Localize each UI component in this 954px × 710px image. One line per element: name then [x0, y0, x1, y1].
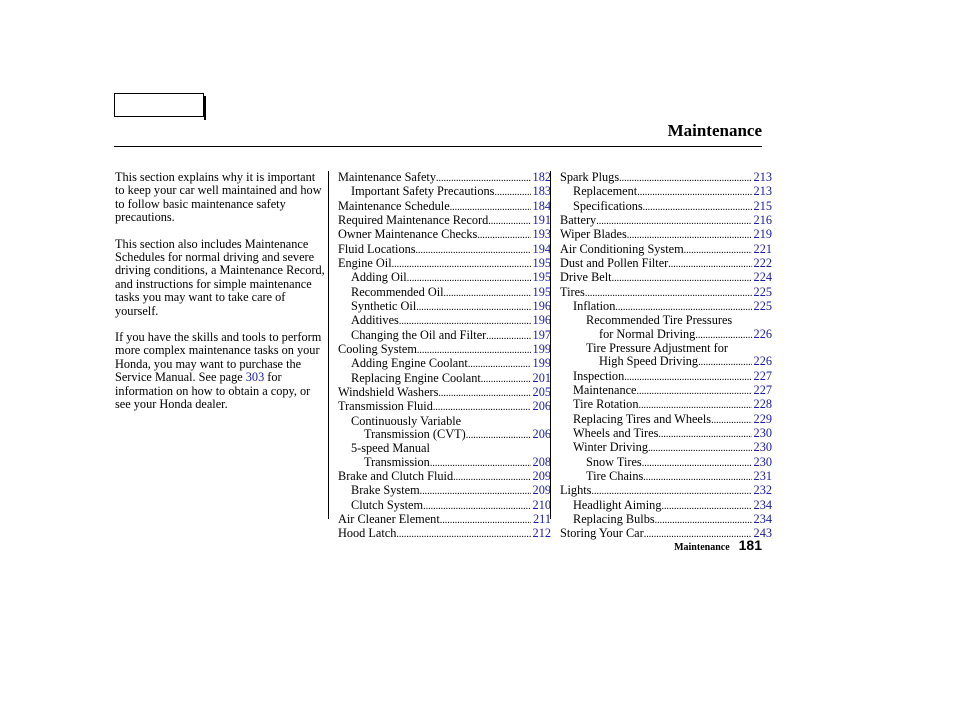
toc-entry-page-link[interactable]: 213	[753, 184, 772, 199]
toc-entry-page-link[interactable]: 229	[753, 411, 772, 426]
toc-entry[interactable]	[338, 428, 551, 442]
toc-entry-label: High Speed Driving	[599, 354, 699, 369]
toc-leader-dots	[407, 272, 531, 285]
toc-leader-dots	[648, 442, 752, 455]
toc-entry-page-link[interactable]: 212	[532, 526, 551, 541]
toc-entry[interactable]	[338, 286, 551, 300]
toc-entry[interactable]	[560, 370, 772, 384]
toc-entry-page-link[interactable]: 222	[753, 255, 772, 270]
toc-entry-page-link[interactable]: 213	[753, 170, 772, 184]
toc-entry-page-link[interactable]: 194	[532, 241, 551, 256]
toc-entry[interactable]	[560, 470, 772, 484]
toc-entry[interactable]	[338, 257, 551, 271]
toc-entry-page-link[interactable]: 228	[753, 397, 772, 412]
toc-entry-label: Tires	[560, 284, 585, 299]
toc-entry-page-link[interactable]: 234	[753, 511, 772, 526]
service-manual-page-link[interactable]: 303	[245, 370, 265, 385]
toc-entry-page-link[interactable]: 232	[753, 483, 772, 498]
toc-leader-dots	[585, 287, 752, 300]
toc-entry[interactable]	[338, 400, 551, 414]
toc-entry	[338, 415, 551, 428]
toc-entry-page-link[interactable]: 209	[532, 483, 551, 498]
toc-entry-page-link[interactable]: 196	[532, 298, 551, 313]
toc-entry[interactable]	[560, 413, 772, 427]
toc-entry[interactable]	[560, 513, 772, 527]
toc-entry	[338, 442, 551, 455]
toc-entry-page-link[interactable]: 225	[753, 298, 772, 313]
toc-leader-dots	[399, 315, 531, 328]
toc-leader-dots	[615, 301, 751, 314]
toc-entry[interactable]	[338, 470, 551, 484]
toc-entry-page-link[interactable]: 201	[532, 370, 551, 385]
toc-entry-page-link[interactable]: 193	[532, 227, 551, 242]
toc-entry[interactable]	[338, 300, 551, 314]
toc-leader-dots	[658, 428, 751, 441]
toc-entry[interactable]	[338, 271, 551, 285]
toc-entry[interactable]	[560, 286, 772, 300]
toc-entry-label: Storing Your Car	[560, 526, 644, 541]
toc-entry-page-link[interactable]: 230	[753, 425, 772, 440]
toc-entry-label: Cooling System	[338, 341, 417, 356]
toc-entry-label: Air Cleaner Element	[338, 511, 440, 526]
toc-leader-dots	[612, 272, 752, 285]
toc-entry[interactable]	[338, 372, 551, 386]
toc-entry[interactable]	[338, 527, 551, 541]
toc-leader-dots	[698, 356, 751, 369]
toc-entry-page-link[interactable]: 224	[753, 270, 772, 285]
toc-entry[interactable]	[560, 328, 772, 342]
toc-entry[interactable]	[338, 228, 551, 242]
toc-entry[interactable]	[560, 427, 772, 441]
toc-leader-dots	[440, 514, 531, 527]
toc-entry-page-link[interactable]: 182	[532, 170, 551, 184]
toc-entry-page-link[interactable]: 227	[753, 368, 772, 383]
footer-page-number: 181	[738, 537, 762, 553]
toc-entry[interactable]	[560, 499, 772, 513]
toc-entry-label: Transmission	[364, 454, 430, 469]
toc-leader-dots	[481, 373, 531, 386]
toc-entry-label: Adding Oil	[351, 270, 407, 285]
toc-entry-label: Replacing Bulbs	[573, 511, 655, 526]
toc-entry-page-link[interactable]: 195	[532, 255, 551, 270]
toc-leader-dots	[711, 414, 751, 427]
toc-entry[interactable]	[338, 200, 551, 214]
toc-entry-label: Wheels and Tires	[573, 425, 659, 440]
toc-leader-dots	[695, 329, 751, 342]
toc-entry-label: Additives	[351, 313, 399, 328]
toc-leader-dots	[430, 457, 531, 470]
toc-entry-label: Maintenance Schedule	[338, 198, 450, 213]
toc-entry[interactable]	[560, 214, 772, 228]
toc-entry-label: Lights	[560, 483, 592, 498]
toc-entry[interactable]	[560, 484, 772, 498]
toc-entry[interactable]	[338, 214, 551, 228]
toc-entry[interactable]	[560, 228, 772, 242]
toc-entry-label: Required Maintenance Record	[338, 212, 489, 227]
toc-leader-dots	[627, 229, 752, 242]
toc-entry-page-link[interactable]: 199	[532, 356, 551, 371]
toc-leader-dots	[684, 244, 752, 257]
toc-entry[interactable]	[560, 300, 772, 314]
toc-leader-dots	[477, 229, 530, 242]
toc-entry[interactable]	[338, 456, 551, 470]
toc-leader-dots	[619, 172, 751, 185]
toc-entry[interactable]	[338, 343, 551, 357]
toc-leader-dots	[423, 500, 530, 513]
toc-leader-dots	[638, 399, 751, 412]
toc-entry-page-link[interactable]: 191	[532, 212, 551, 227]
toc-entry[interactable]	[560, 384, 772, 398]
toc-entry-label: Spark Plugs	[560, 170, 620, 184]
toc-leader-dots	[468, 358, 531, 371]
toc-entry-label: Dust and Pollen Filter	[560, 255, 669, 270]
toc-column-left	[328, 170, 551, 541]
toc-entry[interactable]	[338, 314, 551, 328]
toc-entry-page-link[interactable]: 215	[753, 198, 772, 213]
toc-entry-label: Owner Maintenance Checks	[338, 227, 478, 242]
page-title: Maintenance	[667, 121, 762, 140]
toc-entry-label: Fluid Locations	[338, 241, 416, 256]
toc-entry-page-link[interactable]: 208	[532, 454, 551, 469]
toc-entry-page-link[interactable]: 231	[753, 468, 772, 483]
toc-entry-page-link[interactable]: 226	[753, 326, 772, 341]
toc-entry-page-link[interactable]: 230	[753, 440, 772, 455]
toc-entry-label: Important Safety Precautions	[351, 184, 495, 199]
intro-p3-text: If you have the skills and tools to perform more complex maintenance tasks on your Honda, you may want to purchase the Service Manual. See page	[115, 330, 322, 385]
toc-entry-label: Synthetic Oil	[351, 298, 417, 313]
toc-entry[interactable]	[560, 243, 772, 257]
toc-entry-page-link[interactable]: 206	[532, 426, 551, 441]
toc-entry-page-link[interactable]: 243	[753, 526, 772, 541]
toc-entry-label: Transmission Fluid	[338, 399, 433, 414]
toc-leader-dots	[416, 301, 530, 314]
toc-leader-dots	[420, 485, 531, 498]
title-rule	[114, 146, 762, 147]
toc-leader-dots	[637, 186, 751, 199]
toc-entry-page-link[interactable]: 219	[753, 227, 772, 242]
toc-leader-dots	[494, 186, 530, 199]
intro-paragraph-1: This section explains why it is important to keep your car well maintained and how to follow basic maintenance safety precautions.	[115, 170, 322, 225]
toc-entry-page-link[interactable]: 216	[753, 212, 772, 227]
toc-entry[interactable]	[560, 200, 772, 214]
intro-paragraph-3	[115, 331, 325, 411]
intro-p3-text-end: for information on how to obtain a copy, or see your Honda dealer.	[115, 370, 311, 412]
toc-entry-page-link[interactable]: 199	[532, 341, 551, 356]
intro-paragraph-2: This section also includes Maintenance Schedules for normal driving and severe driving conditions, a Maintenance Record, and instructions for simple maintenance tasks you may want to take care of yourself.	[115, 236, 325, 318]
toc-entry-label: Brake System	[351, 483, 420, 498]
toc-entry-page-link[interactable]: 209	[532, 468, 551, 483]
toc-entry-label: Windshield Washers	[338, 384, 439, 399]
toc-entry-page-link[interactable]: 206	[532, 399, 551, 414]
toc-entry-label: Engine Oil	[338, 255, 392, 270]
toc-entry[interactable]	[338, 513, 551, 527]
toc-entry-page-link[interactable]: 221	[753, 241, 772, 256]
toc-leader-dots	[643, 201, 752, 214]
toc-entry-page-link[interactable]: 230	[753, 454, 772, 469]
toc-leader-dots	[433, 401, 531, 414]
toc-leader-dots	[643, 471, 751, 484]
section-tab-box	[114, 93, 204, 117]
toc-entry-label: Tire Rotation	[573, 397, 639, 412]
toc-leader-dots	[486, 330, 530, 343]
toc-entry[interactable]	[338, 386, 551, 400]
toc-entry[interactable]	[560, 355, 772, 369]
toc-entry-label: Headlight Aiming	[573, 497, 662, 512]
toc-entry-label: Battery	[560, 212, 597, 227]
toc-leader-dots	[416, 244, 531, 257]
toc-entry-label: Winter Driving	[573, 440, 648, 455]
toc-entry-page-link[interactable]: 197	[532, 327, 551, 342]
toc-leader-dots	[392, 258, 531, 271]
toc-entry-label: Adding Engine Coolant	[351, 356, 468, 371]
toc-entry[interactable]	[338, 484, 551, 498]
toc-entry-label: Recommended Tire Pressures	[586, 313, 733, 328]
toc-entry-page-link[interactable]: 210	[532, 497, 551, 512]
toc-entry-label: Specifications	[573, 198, 643, 213]
toc-entry[interactable]	[338, 185, 551, 199]
toc-leader-dots	[444, 287, 531, 300]
toc-entry-label: Changing the Oil and Filter	[351, 327, 487, 342]
toc-entry-label: Tire Chains	[586, 468, 644, 483]
toc-entry-page-link[interactable]: 184	[532, 198, 551, 213]
toc-entry[interactable]	[560, 456, 772, 470]
toc-entry-label: Snow Tires	[586, 454, 642, 469]
page-footer	[674, 537, 762, 553]
toc-entry[interactable]	[560, 271, 772, 285]
toc-leader-dots	[624, 371, 751, 384]
toc-leader-dots	[637, 385, 752, 398]
toc-leader-dots	[450, 201, 531, 214]
toc-entry-page-link[interactable]: 234	[753, 497, 772, 512]
toc-entry-label: Inspection	[573, 368, 625, 383]
toc-entry-label: Recommended Oil	[351, 284, 444, 299]
toc-entry[interactable]	[560, 398, 772, 412]
toc-entry-page-link[interactable]: 226	[753, 354, 772, 369]
toc-leader-dots	[655, 514, 752, 527]
toc-entry-label: Replacing Tires and Wheels	[573, 411, 712, 426]
toc-entry[interactable]	[338, 243, 551, 257]
toc-entry-label: Inflation	[573, 298, 616, 313]
toc-entry-label: for Normal Driving	[599, 326, 696, 341]
toc-entry[interactable]	[338, 357, 551, 371]
toc-entry-label: Wiper Blades	[560, 227, 627, 242]
toc-entry[interactable]	[338, 329, 551, 343]
toc-entry-page-link[interactable]: 195	[532, 284, 551, 299]
toc-leader-dots	[596, 215, 751, 228]
intro-text	[115, 171, 325, 425]
toc-leader-dots	[668, 258, 751, 271]
toc-entry-page-link[interactable]: 183	[532, 184, 551, 199]
toc-entry[interactable]	[560, 171, 772, 185]
toc-entry-label: Tire Pressure Adjustment for	[586, 340, 728, 355]
toc-leader-dots	[488, 215, 530, 228]
toc-entry	[560, 342, 772, 355]
toc-leader-dots	[642, 457, 752, 470]
toc-leader-dots	[453, 471, 530, 484]
toc-entry	[560, 314, 772, 327]
toc-leader-dots	[661, 500, 751, 513]
toc-entry-label: Drive Belt	[560, 270, 612, 285]
toc-entry[interactable]	[338, 499, 551, 513]
toc-entry-label: Maintenance	[573, 382, 637, 397]
toc-leader-dots	[436, 172, 531, 185]
toc-leader-dots	[438, 387, 530, 400]
toc-entry-label: Clutch System	[351, 497, 424, 512]
toc-entry-label: Hood Latch	[338, 526, 397, 541]
toc-entry-page-link[interactable]: 205	[532, 384, 551, 399]
toc-entry[interactable]	[560, 185, 772, 199]
toc-column-right	[550, 170, 772, 541]
toc-entry-label: Continuously Variable	[351, 413, 462, 428]
toc-entry-page-link[interactable]: 195	[532, 270, 551, 285]
toc-entry-page-link[interactable]: 227	[753, 382, 772, 397]
toc-entry-label: Replacing Engine Coolant	[351, 370, 481, 385]
footer-section-name: Maintenance	[674, 542, 730, 553]
toc-leader-dots	[466, 429, 531, 442]
toc-entry[interactable]	[560, 441, 772, 455]
toc-entry[interactable]	[560, 257, 772, 271]
toc-entry-label: 5-speed Manual	[351, 441, 430, 456]
toc-entry-label: Maintenance Safety	[338, 170, 436, 184]
toc-leader-dots	[396, 528, 530, 541]
toc-entry-page-link[interactable]: 196	[532, 313, 551, 328]
toc-leader-dots	[417, 344, 531, 357]
toc-leader-dots	[591, 485, 751, 498]
toc-entry[interactable]	[338, 171, 551, 185]
toc-entry-page-link[interactable]: 225	[753, 284, 772, 299]
toc-entry-page-link[interactable]: 211	[533, 511, 551, 526]
toc-entry-label: Replacement	[573, 184, 638, 199]
toc-entry-label: Transmission (CVT)	[364, 426, 466, 441]
toc-entry-label: Brake and Clutch Fluid	[338, 468, 454, 483]
toc-entry-label: Air Conditioning System	[560, 241, 684, 256]
